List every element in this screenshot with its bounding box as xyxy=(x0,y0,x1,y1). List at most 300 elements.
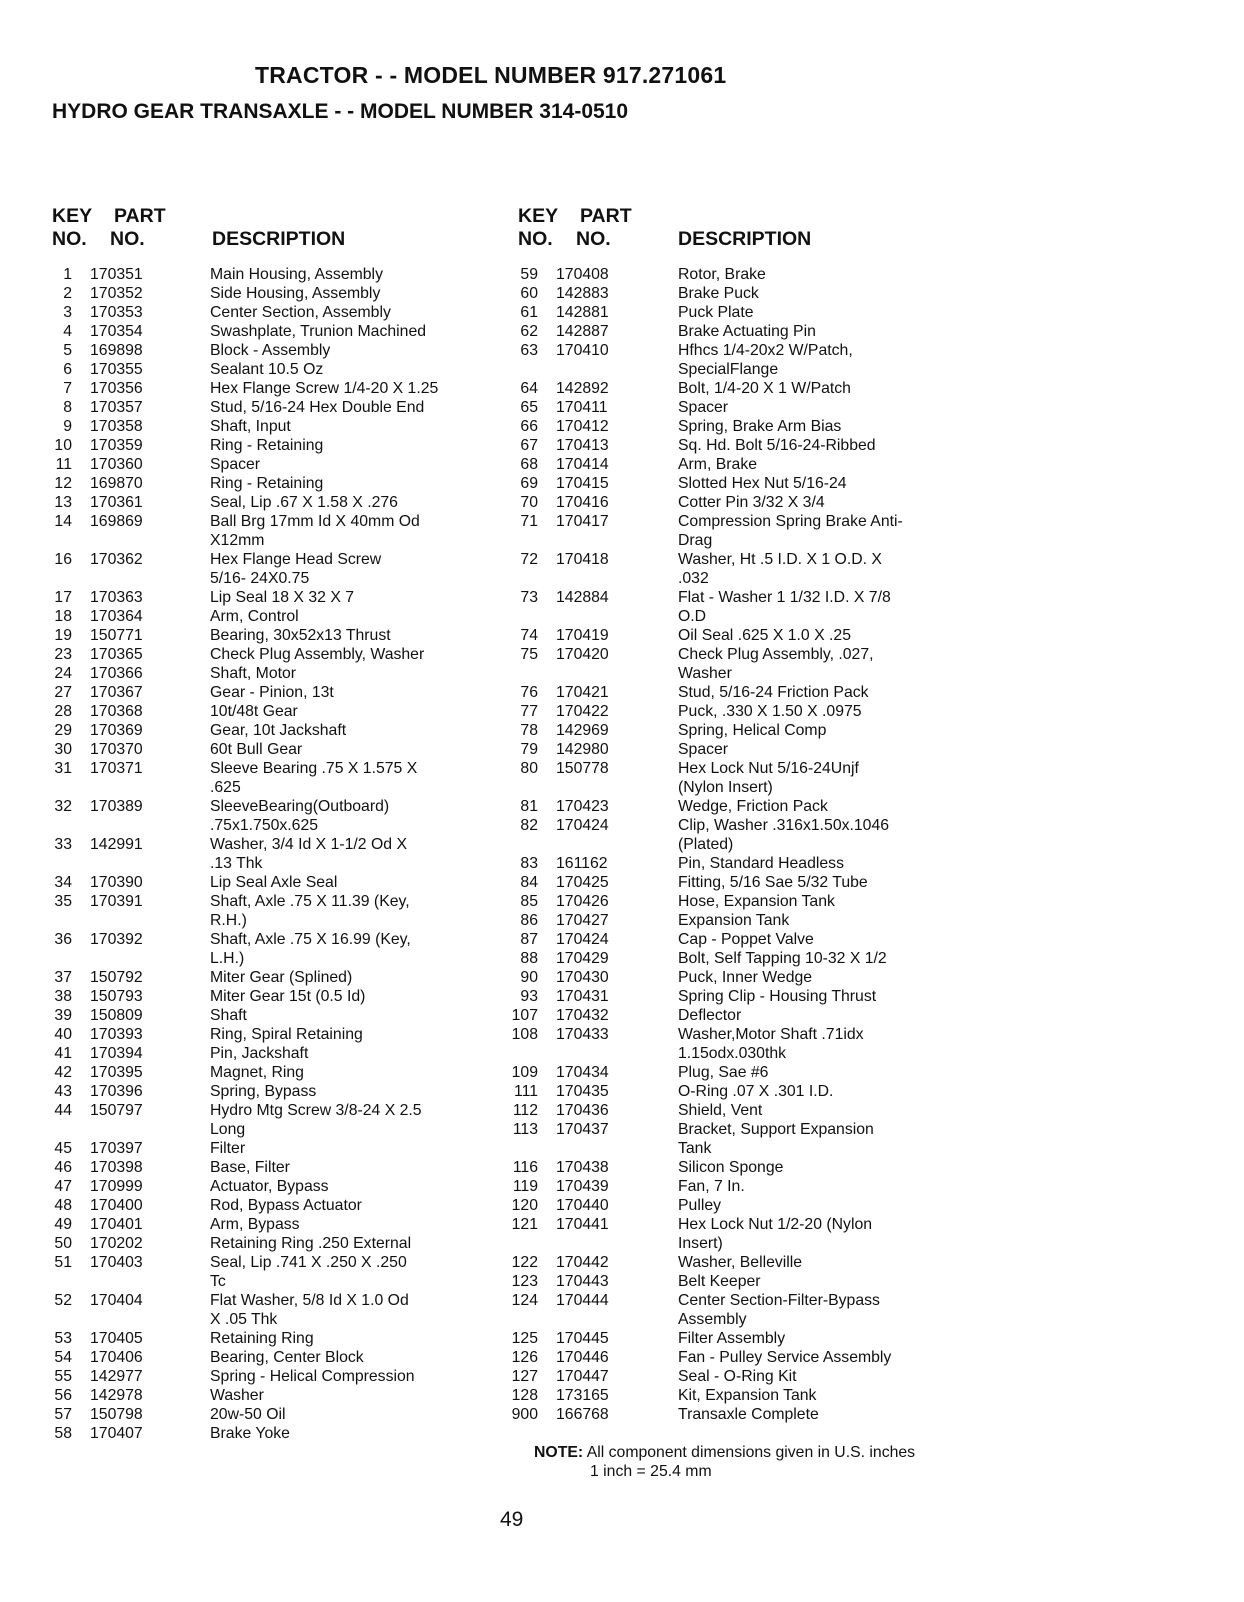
table-row xyxy=(518,930,978,949)
table-row xyxy=(518,892,978,911)
part-number: 142892 xyxy=(556,380,609,397)
table-row xyxy=(52,987,522,1006)
part-number: 170412 xyxy=(556,418,609,435)
part-description: Puck, Inner Wedge xyxy=(678,969,813,986)
key-number: 71 xyxy=(520,513,538,530)
part-number: 170416 xyxy=(556,494,609,511)
table-row xyxy=(518,436,978,455)
key-number: 58 xyxy=(54,1425,72,1442)
part-description: Deflector xyxy=(678,1007,742,1024)
part-description: Hex Flange Screw 1/4-20 X 1.25 xyxy=(210,380,439,397)
part-description: Pin, Jackshaft xyxy=(210,1045,309,1062)
table-row xyxy=(52,1044,522,1063)
part-number: 170422 xyxy=(556,703,609,720)
part-description: Magnet, Ring xyxy=(210,1064,304,1081)
part-description: Fan - Pulley Service Assembly xyxy=(678,1349,892,1366)
key-number: 27 xyxy=(54,684,72,701)
table-row xyxy=(518,911,978,930)
key-number: 18 xyxy=(54,608,72,625)
key-number: 86 xyxy=(520,912,538,929)
key-number: 75 xyxy=(520,646,538,663)
part-description: Shield, Vent xyxy=(678,1102,763,1119)
table-row xyxy=(518,626,978,645)
table-row xyxy=(52,1063,522,1082)
table-row xyxy=(52,303,522,322)
part-number: 170418 xyxy=(556,551,609,568)
part-number: 170441 xyxy=(556,1216,609,1233)
header-key-label: KEY xyxy=(52,205,93,227)
table-row xyxy=(52,1196,522,1215)
part-number: 170392 xyxy=(90,931,143,948)
table-row xyxy=(518,322,978,341)
part-number: 142980 xyxy=(556,741,609,758)
key-number: 55 xyxy=(54,1368,72,1385)
part-description: Seal, Lip .67 X 1.58 X .276 xyxy=(210,494,398,511)
part-description: Slotted Hex Nut 5/16-24 xyxy=(678,475,847,492)
table-header-right xyxy=(518,205,978,265)
part-number: 170403 xyxy=(90,1254,143,1271)
table-row xyxy=(511,1025,978,1063)
part-description: Miter Gear (Splined) xyxy=(210,969,353,986)
table-row xyxy=(511,1367,978,1386)
header-key-label: KEY xyxy=(518,205,559,227)
table-row xyxy=(518,417,978,436)
note-text: All component dimensions given in U.S. inches xyxy=(586,1444,916,1461)
part-number: 170401 xyxy=(90,1216,143,1233)
key-number: 3 xyxy=(63,304,72,321)
table-row xyxy=(518,987,978,1006)
part-number: 170408 xyxy=(556,266,609,283)
part-number: 169898 xyxy=(90,342,143,359)
part-description: Spring Clip - Housing Thrust xyxy=(678,988,877,1005)
key-number: 83 xyxy=(520,855,538,872)
part-description: Rod, Bypass Actuator xyxy=(210,1197,362,1214)
page-title: TRACTOR - - MODEL NUMBER 917.271061 xyxy=(255,62,727,88)
key-number: 79 xyxy=(520,741,538,758)
part-number: 142991 xyxy=(90,836,143,853)
key-number: 56 xyxy=(54,1387,72,1404)
part-number: 150792 xyxy=(90,969,143,986)
table-row xyxy=(511,1386,978,1405)
table-row xyxy=(52,417,522,436)
table-row xyxy=(512,1177,978,1196)
header-key-no: NO. xyxy=(518,228,553,250)
key-number: 19 xyxy=(54,627,72,644)
key-number: 50 xyxy=(54,1235,72,1252)
part-description: Stud, 5/16-24 Hex Double End xyxy=(210,399,425,416)
key-number: 12 xyxy=(54,475,72,492)
key-number: 123 xyxy=(511,1273,538,1290)
part-number: 161162 xyxy=(556,855,608,872)
table-row xyxy=(511,1196,978,1215)
part-number: 169869 xyxy=(90,513,143,530)
key-number: 67 xyxy=(520,437,538,454)
key-number: 6 xyxy=(63,361,72,378)
part-description: Filter xyxy=(210,1140,246,1157)
part-number: 142887 xyxy=(556,323,609,340)
table-row xyxy=(52,1082,522,1101)
part-description: Ball Brg 17mm Id X 40mm Od X12mm xyxy=(210,513,420,549)
table-row xyxy=(52,1367,522,1386)
part-number: 170431 xyxy=(556,988,609,1005)
table-row xyxy=(52,1215,522,1234)
key-number: 35 xyxy=(54,893,72,910)
key-number: 62 xyxy=(520,323,538,340)
key-number: 34 xyxy=(54,874,72,891)
part-description: Brake Yoke xyxy=(210,1425,290,1442)
part-number: 142884 xyxy=(556,589,609,606)
part-description: Bolt, Self Tapping 10-32 X 1/2 xyxy=(678,950,887,967)
part-number: 170447 xyxy=(556,1368,609,1385)
table-row xyxy=(52,379,522,398)
part-description: Fan, 7 In. xyxy=(678,1178,745,1195)
key-number: 44 xyxy=(54,1102,72,1119)
part-description: Hex Flange Head Screw 5/16- 24X0.75 xyxy=(210,551,382,587)
table-row xyxy=(52,740,522,759)
part-number: 170435 xyxy=(556,1083,609,1100)
table-row xyxy=(511,1291,978,1329)
key-number: 63 xyxy=(520,342,538,359)
part-description: Pulley xyxy=(678,1197,722,1214)
table-row xyxy=(52,930,522,968)
table-row xyxy=(52,968,522,987)
key-number: 76 xyxy=(520,684,538,701)
part-description: Plug, Sae #6 xyxy=(678,1064,769,1081)
part-number: 170361 xyxy=(90,494,143,511)
part-number: 170419 xyxy=(556,627,609,644)
key-number: 28 xyxy=(54,703,72,720)
key-number: 13 xyxy=(54,494,72,511)
part-description: Cap - Poppet Valve xyxy=(678,931,814,948)
part-number: 170393 xyxy=(90,1026,143,1043)
key-number: 120 xyxy=(511,1197,538,1214)
part-number: 170425 xyxy=(556,874,609,891)
part-number: 170359 xyxy=(90,437,143,454)
part-number: 169870 xyxy=(90,475,143,492)
header-part-label: PART xyxy=(114,205,166,227)
header-description: DESCRIPTION xyxy=(678,228,812,250)
key-number: 16 xyxy=(54,551,72,568)
table-row xyxy=(518,702,978,721)
key-number: 31 xyxy=(54,760,72,777)
part-description: Lip Seal 18 X 32 X 7 xyxy=(210,589,355,606)
part-number: 142978 xyxy=(90,1387,143,1404)
part-description: Bolt, 1/4-20 X 1 W/Patch xyxy=(678,380,851,397)
part-description: Puck, .330 X 1.50 X .0975 xyxy=(678,703,862,720)
part-description: Seal - O-Ring Kit xyxy=(678,1368,797,1385)
part-number: 150793 xyxy=(90,988,143,1005)
table-row xyxy=(52,512,522,550)
part-description: Compression Spring Brake Anti- Drag xyxy=(678,513,903,549)
part-number: 170440 xyxy=(556,1197,609,1214)
part-description: Clip, Washer .316x1.50x.1046 (Plated) xyxy=(678,817,890,853)
key-number: 81 xyxy=(520,798,538,815)
part-description: Hex Lock Nut 5/16-24Unjf (Nylon Insert) xyxy=(678,760,859,796)
part-description: Fitting, 5/16 Sae 5/32 Tube xyxy=(678,874,868,891)
key-number: 88 xyxy=(520,950,538,967)
part-description: Rotor, Brake xyxy=(678,266,766,283)
key-number: 43 xyxy=(54,1083,72,1100)
part-description: Check Plug Assembly, .027, Washer xyxy=(678,646,874,682)
table-row xyxy=(518,949,978,968)
table-row xyxy=(52,284,522,303)
part-number: 170365 xyxy=(90,646,143,663)
part-description: SleeveBearing(Outboard) .75x1.750x.625 xyxy=(210,798,390,834)
part-number: 170360 xyxy=(90,456,143,473)
key-number: 32 xyxy=(54,798,72,815)
table-row xyxy=(52,702,522,721)
key-number: 17 xyxy=(54,589,72,606)
part-number: 170426 xyxy=(556,893,609,910)
part-description: Arm, Brake xyxy=(678,456,757,473)
part-description: Hydro Mtg Screw 3/8-24 X 2.5 Long xyxy=(210,1102,422,1138)
part-number: 170356 xyxy=(90,380,143,397)
part-number: 170414 xyxy=(556,456,609,473)
key-number: 1 xyxy=(63,266,72,283)
part-number: 170432 xyxy=(556,1007,609,1024)
key-number: 57 xyxy=(54,1406,72,1423)
table-row xyxy=(518,379,978,398)
part-number: 170406 xyxy=(90,1349,143,1366)
part-description: 20w-50 Oil xyxy=(210,1406,286,1423)
part-number: 170437 xyxy=(556,1121,609,1138)
key-number: 29 xyxy=(54,722,72,739)
key-number: 48 xyxy=(54,1197,72,1214)
part-description: Sealant 10.5 Oz xyxy=(210,361,324,378)
table-row xyxy=(52,1006,522,1025)
key-number: 2 xyxy=(63,285,72,302)
part-number: 170439 xyxy=(556,1178,609,1195)
table-row xyxy=(52,1177,522,1196)
part-description: Miter Gear 15t (0.5 Id) xyxy=(210,988,366,1005)
part-description: Brake Actuating Pin xyxy=(678,323,816,340)
part-description: Flat - Washer 1 1/32 I.D. X 7/8 O.D xyxy=(678,589,891,625)
part-description: Bearing, 30x52x13 Thrust xyxy=(210,627,391,644)
part-number: 150778 xyxy=(556,760,609,777)
key-number: 128 xyxy=(511,1387,538,1404)
table-row xyxy=(518,493,978,512)
parts-table-left xyxy=(52,205,522,1443)
key-number: 5 xyxy=(63,342,72,359)
table-row xyxy=(52,341,522,360)
part-number: 170404 xyxy=(90,1292,143,1309)
key-number: 45 xyxy=(54,1140,72,1157)
part-description: Swashplate, Trunion Machined xyxy=(210,323,427,340)
table-row xyxy=(52,1291,522,1329)
part-description: Shaft, Motor xyxy=(210,665,297,682)
key-number: 30 xyxy=(54,741,72,758)
part-description: Washer, Belleville xyxy=(678,1254,803,1271)
table-row xyxy=(511,1006,978,1025)
table-row xyxy=(52,550,522,588)
part-description: Bearing, Center Block xyxy=(210,1349,364,1366)
table-row xyxy=(52,721,522,740)
part-description: Spring, Helical Comp xyxy=(678,722,827,739)
part-number: 170390 xyxy=(90,874,143,891)
table-row xyxy=(52,873,522,892)
table-header-left xyxy=(52,205,522,265)
header-description: DESCRIPTION xyxy=(212,228,346,250)
key-number: 84 xyxy=(520,874,538,891)
part-description: Main Housing, Assembly xyxy=(210,266,383,283)
part-number: 170415 xyxy=(556,475,609,492)
table-row xyxy=(518,455,978,474)
header-part-no: NO. xyxy=(576,228,611,250)
table-row xyxy=(52,1101,522,1139)
part-number: 170405 xyxy=(90,1330,143,1347)
key-number: 7 xyxy=(63,380,72,397)
table-row xyxy=(52,1424,522,1443)
part-description: Filter Assembly xyxy=(678,1330,786,1347)
table-row xyxy=(511,1253,978,1272)
table-row xyxy=(52,455,522,474)
key-number: 46 xyxy=(54,1159,72,1176)
parts-list-left xyxy=(52,265,522,1443)
key-number: 121 xyxy=(511,1216,538,1233)
table-row xyxy=(52,1329,522,1348)
part-number: 170430 xyxy=(556,969,609,986)
table-row xyxy=(52,607,522,626)
key-number: 107 xyxy=(511,1007,538,1024)
part-number: 170400 xyxy=(90,1197,143,1214)
key-number: 47 xyxy=(54,1178,72,1195)
key-number: 119 xyxy=(512,1178,538,1195)
part-description: Hex Lock Nut 1/2-20 (Nylon Insert) xyxy=(678,1216,873,1252)
key-number: 73 xyxy=(520,589,538,606)
key-number: 52 xyxy=(54,1292,72,1309)
key-number: 40 xyxy=(54,1026,72,1043)
table-row xyxy=(52,683,522,702)
key-number: 39 xyxy=(54,1007,72,1024)
part-number: 170442 xyxy=(556,1254,609,1271)
part-number: 170391 xyxy=(90,893,143,910)
key-number: 126 xyxy=(511,1349,538,1366)
table-row xyxy=(52,436,522,455)
part-number: 170368 xyxy=(90,703,143,720)
key-number: 82 xyxy=(520,817,538,834)
part-description: Silicon Sponge xyxy=(678,1159,784,1176)
part-description: Oil Seal .625 X 1.0 X .25 xyxy=(678,627,851,644)
part-description: Cotter Pin 3/32 X 3/4 xyxy=(678,494,825,511)
part-description: Hfhcs 1/4-20x2 W/Patch, SpecialFlange xyxy=(678,342,853,378)
part-number: 170413 xyxy=(556,437,609,454)
table-row xyxy=(52,626,522,645)
part-number: 170395 xyxy=(90,1064,143,1081)
part-number: 170352 xyxy=(90,285,143,302)
dimensions-note xyxy=(534,1443,915,1481)
key-number: 90 xyxy=(520,969,538,986)
table-row xyxy=(511,1272,978,1291)
table-row xyxy=(518,303,978,322)
part-number: 170394 xyxy=(90,1045,143,1062)
key-number: 113 xyxy=(512,1121,538,1138)
part-number: 170410 xyxy=(556,342,609,359)
table-row xyxy=(518,683,978,702)
table-row xyxy=(52,759,522,797)
header-part-label: PART xyxy=(580,205,632,227)
key-number: 8 xyxy=(63,399,72,416)
part-description: Sleeve Bearing .75 X 1.575 X .625 xyxy=(210,760,418,796)
part-number: 166768 xyxy=(556,1406,609,1423)
key-number: 109 xyxy=(511,1064,538,1081)
part-description: Shaft xyxy=(210,1007,247,1024)
part-description: Washer,Motor Shaft .71idx 1.15odx.030thk xyxy=(678,1026,864,1062)
table-row xyxy=(513,1082,978,1101)
part-description: Brake Puck xyxy=(678,285,759,302)
part-number: 142969 xyxy=(556,722,609,739)
part-description: Stud, 5/16-24 Friction Pack xyxy=(678,684,869,701)
key-number: 80 xyxy=(520,760,538,777)
table-row xyxy=(518,797,978,816)
note-label: NOTE: xyxy=(534,1444,584,1461)
part-number: 170367 xyxy=(90,684,143,701)
table-row xyxy=(52,892,522,930)
key-number: 59 xyxy=(520,266,538,283)
part-description: Shaft, Axle .75 X 11.39 (Key, R.H.) xyxy=(210,893,410,929)
part-number: 170358 xyxy=(90,418,143,435)
part-description: Transaxle Complete xyxy=(678,1406,819,1423)
part-number: 150809 xyxy=(90,1007,143,1024)
part-number: 170363 xyxy=(90,589,143,606)
parts-list-right xyxy=(511,265,978,1424)
part-number: 170202 xyxy=(90,1235,143,1252)
table-row xyxy=(518,740,978,759)
part-number: 170427 xyxy=(556,912,609,929)
part-number: 142881 xyxy=(556,304,609,321)
part-description: Seal, Lip .741 X .250 X .250 Tc xyxy=(210,1254,407,1290)
part-description: Hose, Expansion Tank xyxy=(678,893,835,910)
key-number: 112 xyxy=(512,1102,538,1119)
table-row xyxy=(52,1025,522,1044)
parts-table-right xyxy=(511,205,978,1424)
table-row xyxy=(52,398,522,417)
part-number: 170371 xyxy=(90,760,143,777)
key-number: 69 xyxy=(520,475,538,492)
part-description: Bracket, Support Expansion Tank xyxy=(678,1121,874,1157)
part-description: Ring, Spiral Retaining xyxy=(210,1026,363,1043)
part-description: Check Plug Assembly, Washer xyxy=(210,646,425,663)
part-number: 170364 xyxy=(90,608,143,625)
part-number: 170357 xyxy=(90,399,143,416)
key-number: 51 xyxy=(54,1254,72,1271)
key-number: 78 xyxy=(520,722,538,739)
table-row xyxy=(518,550,978,588)
part-number: 170443 xyxy=(556,1273,609,1290)
part-number: 150771 xyxy=(90,627,143,644)
part-number: 170999 xyxy=(90,1178,143,1195)
table-row xyxy=(518,512,978,550)
table-row xyxy=(512,1101,978,1120)
part-description: Washer xyxy=(210,1387,264,1404)
table-row xyxy=(52,1139,522,1158)
part-number: 170351 xyxy=(90,266,143,283)
part-description: Spring - Helical Compression xyxy=(210,1368,415,1385)
part-number: 170407 xyxy=(90,1425,143,1442)
table-row xyxy=(52,360,522,379)
part-description: Spacer xyxy=(210,456,261,473)
part-description: Spacer xyxy=(678,741,729,758)
table-row xyxy=(52,265,522,284)
part-description: Spacer xyxy=(678,399,729,416)
part-number: 170436 xyxy=(556,1102,609,1119)
key-number: 49 xyxy=(54,1216,72,1233)
part-number: 170424 xyxy=(556,817,609,834)
part-description: Actuator, Bypass xyxy=(210,1178,329,1195)
key-number: 93 xyxy=(520,988,538,1005)
part-description: Lip Seal Axle Seal xyxy=(210,874,338,891)
key-number: 33 xyxy=(54,836,72,853)
table-row xyxy=(518,721,978,740)
